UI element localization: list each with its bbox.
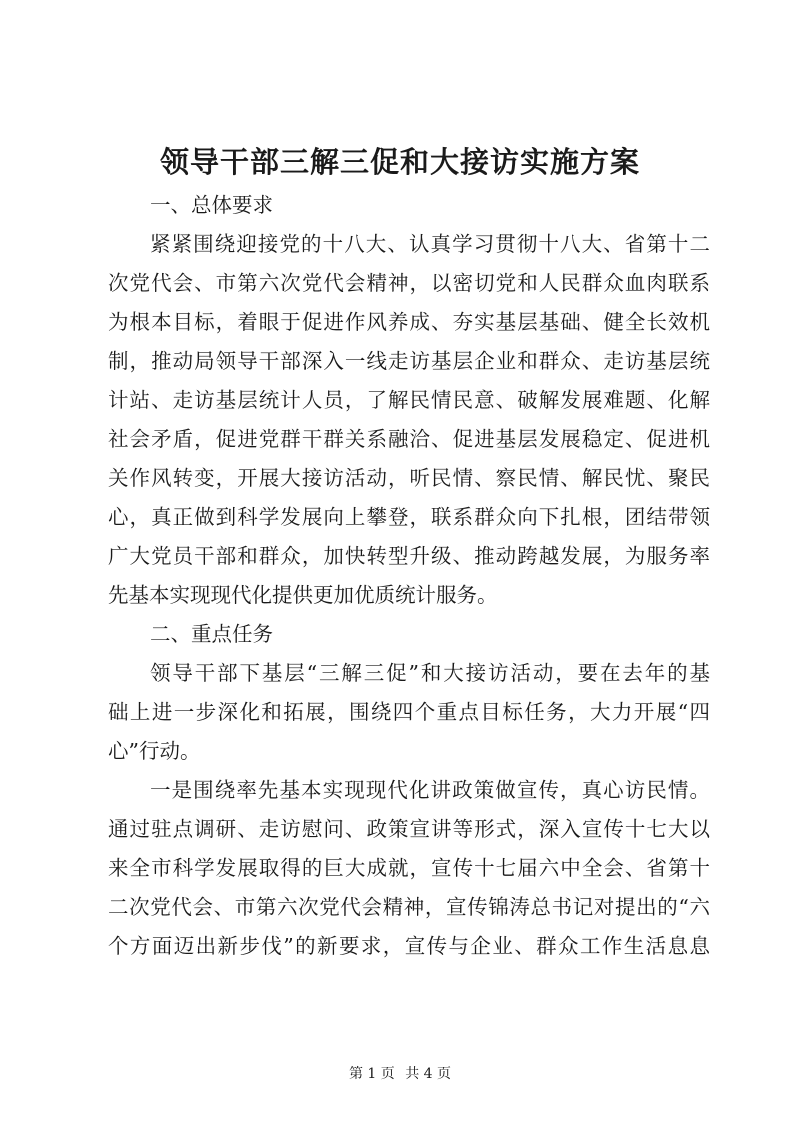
paragraph-line: 心”行动。 [108, 739, 201, 763]
paragraph-line: 来全市科学发展取得的巨大成就，宣传十七届六中全会、省第十 [108, 856, 710, 880]
paragraph-line: 通过驻点调研、走访慰问、政策宣讲等形式，深入宣传十七大以 [108, 817, 710, 841]
page-number: 第 1 页 [348, 1066, 395, 1082]
paragraph-line: 计站、走访基层统计人员，了解民情民意、破解发展难题、化解 [108, 388, 710, 412]
paragraph-line: 二次党代会、市第六次党代会精神，宣传锦涛总书记对提出的“六 [108, 895, 710, 919]
document-title: 领导干部三解三促和大接访实施方案 [159, 145, 640, 179]
paragraph-line: 为根本目标，着眼于促进作风养成、夯实基层基础、健全长效机 [108, 310, 710, 334]
paragraph-line: 一是围绕率先基本实现现代化讲政策做宣传，真心访民情。 [150, 778, 710, 802]
section-heading-1: 一、总体要求 [150, 193, 273, 217]
paragraph-line: 先基本实现现代化提供更加优质统计服务。 [108, 583, 498, 607]
paragraph-line: 领导干部下基层“三解三促”和大接访活动，要在去年的基 [150, 661, 710, 685]
paragraph-line: 础上进一步深化和拓展，围绕四个重点目标任务，大力开展“四 [108, 700, 710, 724]
paragraph-line: 社会矛盾，促进党群干群关系融洽、促进基层发展稳定、促进机 [108, 427, 710, 451]
section-heading-2: 二、重点任务 [150, 622, 273, 646]
paragraph-line: 广大党员干部和群众，加快转型升级、推动跨越发展，为服务率 [108, 544, 710, 568]
paragraph-line: 制，推动局领导干部深入一线走访基层企业和群众、走访基层统 [108, 349, 710, 373]
paragraph-line: 心，真正做到科学发展向上攀登，联系群众向下扎根，团结带领 [108, 505, 710, 529]
paragraph-line: 个方面迈出新步伐”的新要求，宣传与企业、群众工作生活息息 [108, 934, 710, 958]
document-body [108, 186, 710, 966]
paragraph-line: 紧紧围绕迎接党的十八大、认真学习贯彻十八大、省第十二 [150, 232, 710, 256]
paragraph-line: 关作风转变，开展大接访活动，听民情、察民情、解民忧、聚民 [108, 466, 710, 490]
page-footer [0, 1064, 800, 1084]
paragraph-line: 次党代会、市第六次党代会精神，以密切党和人民群众血肉联系 [108, 271, 710, 295]
page-total: 共 4 页 [405, 1066, 452, 1082]
